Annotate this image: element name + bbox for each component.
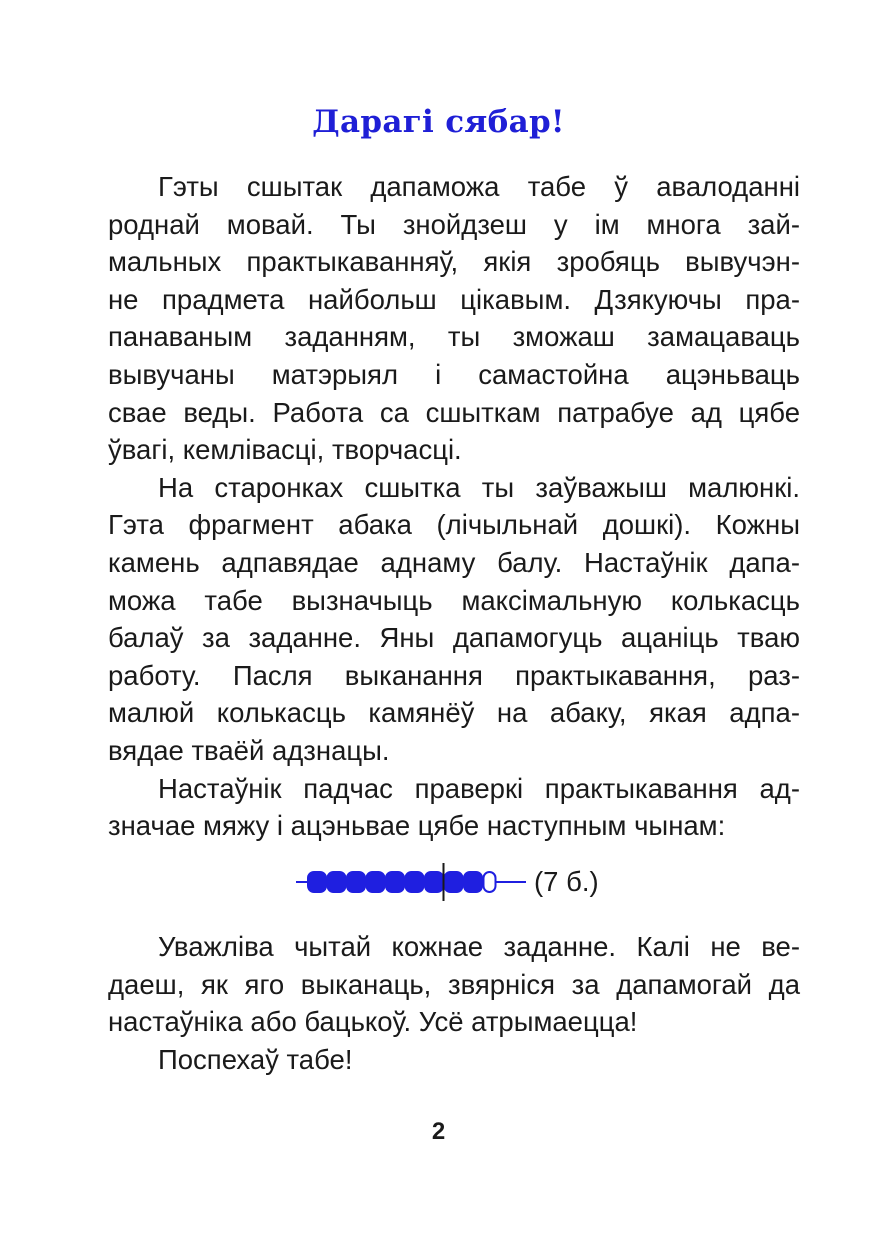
paragraph: [108, 770, 800, 845]
abacus-stone-filled: [425, 872, 443, 892]
closing-text: [108, 928, 800, 1078]
text-line: ўвагі, кемлівасці, творчасці.: [108, 434, 462, 466]
abacus-stone-empty: [484, 872, 496, 892]
text-line: можа табе вызначыць максімальную колькасць: [108, 584, 800, 616]
abacus-score-label: (7 б.): [534, 866, 599, 897]
text-line: Поспехаў табе!: [158, 1043, 353, 1075]
text-line: вядае тваёй адзнацы.: [108, 734, 390, 766]
abacus-stone-filled: [386, 872, 404, 892]
paragraph: [108, 1041, 800, 1079]
text-line: свае веды. Работа са сшыткам патрабуе ад цябе: [108, 396, 800, 428]
abacus-stone-filled: [328, 872, 346, 892]
text-line: малюй колькасць камянёў на абаку, якая адпа-: [108, 697, 800, 729]
text-line: даеш, як яго выканаць, звярніся за дапамогай да: [108, 968, 800, 1000]
text-line: роднай мовай. Ты знойдзеш у ім многа зай-: [108, 208, 800, 240]
paragraph: [108, 469, 800, 770]
text-line: Настаўнік падчас праверкі практыкавання ад-: [158, 772, 800, 804]
text-line: не прадмета найбольш цікавым. Дзякуючы пра-: [108, 283, 800, 315]
text-line: Гэты сшытак дапаможа табе ў авалоданні: [158, 171, 800, 202]
abacus-stone-filled: [464, 872, 482, 892]
abacus-graphic: [296, 862, 526, 902]
abacus-example: [296, 862, 599, 902]
text-line: На старонках сшытка ты заўважыш малюнкі.: [158, 471, 800, 503]
paragraph: [108, 928, 800, 1041]
text-line: балаў за заданне. Яны дапамогуць ацаніць тваю: [108, 622, 800, 654]
abacus-stone-filled: [308, 872, 326, 892]
page-title: Дарагі сябар!: [312, 104, 565, 140]
text-line: настаўніка або бацькоў. Усё атрымаецца!: [108, 1006, 638, 1038]
abacus-stone-filled: [367, 872, 385, 892]
text-line: Гэта фрагмент абака (лічыльнай дошкі). Кожны: [108, 509, 800, 541]
abacus-stone-filled: [445, 872, 463, 892]
text-line: вывучаны матэрыял і самастойна ацэньваць: [108, 358, 800, 390]
paragraph: [108, 168, 800, 469]
abacus-stone-filled: [347, 872, 365, 892]
page-number: 2: [431, 1118, 446, 1145]
text-line: камень адпавядае аднаму балу. Настаўнік дапа-: [108, 546, 800, 578]
intro-text: [108, 168, 800, 845]
text-line: мальных практыкаванняў, якія зробяць вывучэн-: [108, 246, 800, 278]
text-line: работу. Пасля выканання практыкавання, раз-: [108, 659, 800, 691]
text-line: Уважліва чытай кожнае заданне. Калі не ве-: [158, 931, 800, 962]
abacus-stone-filled: [406, 872, 424, 892]
text-line: значае мяжу і ацэньвае цябе наступным чынам:: [108, 810, 726, 842]
text-line: панаваным заданням, ты зможаш замацаваць: [108, 321, 800, 353]
